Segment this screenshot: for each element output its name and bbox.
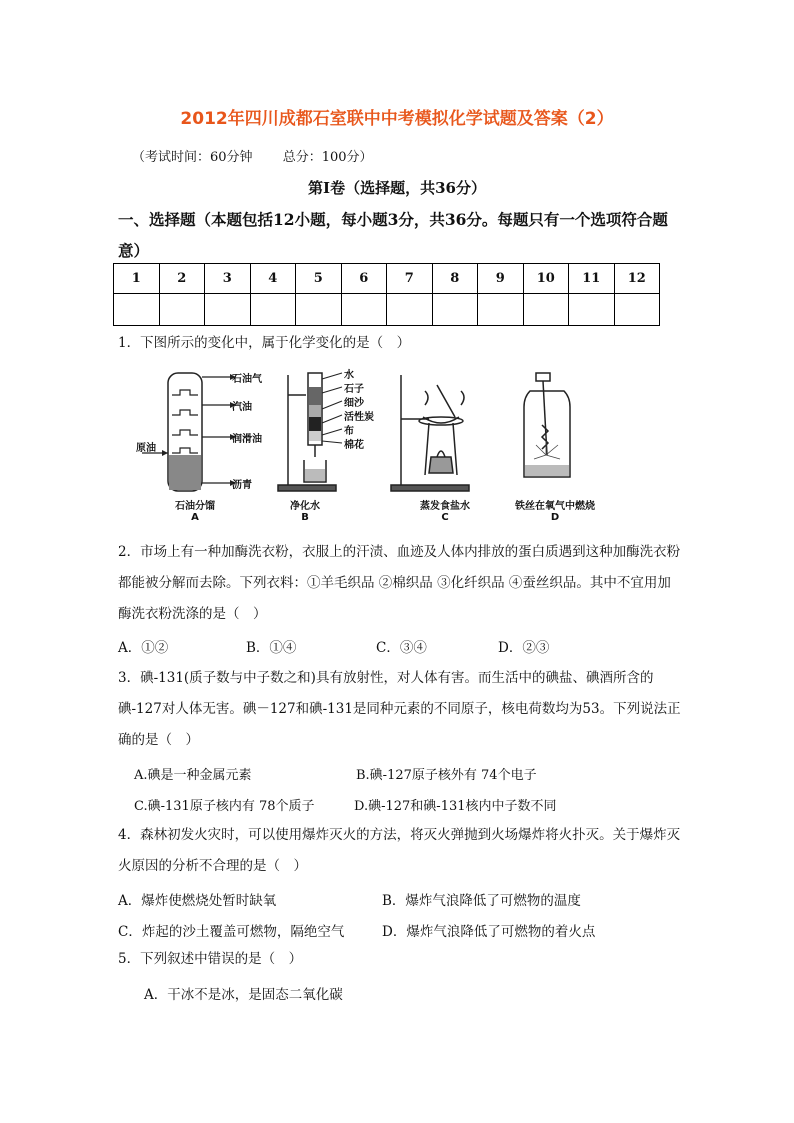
answer-col-5: 5 — [296, 264, 342, 294]
answer-col-2: 2 — [159, 264, 205, 294]
label-water: 水 — [344, 370, 354, 381]
answer-cell[interactable] — [296, 294, 342, 326]
question-5-stem: 5．下列叙述中错误的是（ ） — [118, 951, 303, 967]
figure-c — [385, 365, 495, 530]
answer-cell[interactable] — [569, 294, 615, 326]
answer-cell[interactable] — [523, 294, 569, 326]
exam-score: 总分：100分） — [282, 150, 373, 165]
answer-col-9: 9 — [478, 264, 524, 294]
question-5-option-a[interactable]: A．干冰不是冰，是固态二氧化碳 — [144, 987, 343, 1003]
figure-d-letter: D — [550, 512, 560, 523]
label-crude-oil: 原油 — [136, 443, 156, 454]
answer-cell[interactable] — [250, 294, 296, 326]
label-activated-carbon: 活性炭 — [344, 412, 374, 423]
label-cloth: 布 — [344, 426, 354, 437]
figure-d — [500, 365, 610, 530]
figure-a-caption: 石油分馏 — [175, 501, 215, 512]
answer-col-4: 4 — [250, 264, 296, 294]
figure-a-letter: A — [191, 512, 199, 523]
label-fine-sand: 细沙 — [344, 398, 364, 409]
question-2-option-a[interactable]: A．①② — [118, 640, 169, 656]
label-asphalt: 沥青 — [232, 480, 252, 491]
question-4-option-a[interactable]: A．爆炸使燃烧处暂时缺氧 — [118, 893, 277, 909]
answer-table-header — [114, 264, 660, 294]
answer-col-11: 11 — [569, 264, 615, 294]
answer-col-10: 10 — [523, 264, 569, 294]
question-3-option-c[interactable]: C.碘-131原子核内有 78个质子 — [134, 799, 315, 814]
label-lubricating-oil: 润滑油 — [232, 434, 262, 445]
section-intro: 一、选择题（本题包括12小题，每小题3分，共36分。每题只有一个选项符合题意） — [118, 210, 668, 260]
answer-col-7: 7 — [387, 264, 433, 294]
figure-a — [136, 365, 262, 530]
answer-cell[interactable] — [159, 294, 205, 326]
label-cotton: 棉花 — [344, 440, 364, 451]
label-petroleum-gas: 石油气 — [232, 374, 262, 385]
figure-b-letter: B — [301, 512, 309, 523]
document-title: 2012年四川成都石室联中中考模拟化学试题及答案（2） — [180, 109, 614, 129]
exam-time: （考试时间：60分钟 — [132, 150, 253, 165]
section-title: 第Ⅰ卷（选择题，共36分） — [308, 179, 486, 197]
question-4-option-d[interactable]: D．爆炸气浪降低了可燃物的着火点 — [382, 924, 596, 940]
answer-col-8: 8 — [432, 264, 478, 294]
answer-col-1: 1 — [114, 264, 160, 294]
question-4-option-c[interactable]: C．炸起的沙土覆盖可燃物，隔绝空气 — [118, 924, 345, 940]
question-2-stem: 2．市场上有一种加酶洗衣粉，衣服上的汗渍、血迹及人体内排放的蛋白质遇到这种加酶洗衣粉都能被分解而去除。下列衣料：①羊毛织品 ②棉织品 ③化纤织品 ④蚕丝织品。其中不宜用加酶洗衣粉洗涤的是（ ） — [118, 544, 681, 622]
question-4-stem: 4．森林初发火灾时，可以使用爆炸灭火的方法，将灭火弹抛到火场爆炸将火扑灭。关于爆炸灭火原因的分析不合理的是（ ） — [118, 827, 681, 874]
answer-table-row — [114, 294, 660, 326]
figure-c-letter: C — [441, 512, 449, 523]
answer-col-3: 3 — [205, 264, 251, 294]
figure-b-caption: 净化水 — [290, 501, 320, 512]
figure-d-caption: 铁丝在氧气中燃烧 — [515, 501, 595, 512]
figure-c-caption: 蒸发食盐水 — [420, 501, 470, 512]
figure-b — [270, 365, 380, 530]
answer-col-6: 6 — [341, 264, 387, 294]
answer-cell[interactable] — [614, 294, 660, 326]
answer-col-12: 12 — [614, 264, 660, 294]
question-3-option-d[interactable]: D.碘-127和碘-131核内中子数不同 — [354, 799, 557, 814]
answer-cell[interactable] — [341, 294, 387, 326]
question-3-option-a[interactable]: A.碘是一种金属元素 — [134, 768, 252, 783]
answer-cell[interactable] — [114, 294, 160, 326]
answer-cell[interactable] — [387, 294, 433, 326]
label-pebbles: 石子 — [344, 384, 364, 395]
label-gasoline: 汽油 — [232, 402, 252, 413]
answer-cell[interactable] — [432, 294, 478, 326]
question-2-option-b[interactable]: B．①④ — [246, 640, 297, 656]
answer-table — [113, 263, 660, 326]
question-2-option-c[interactable]: C．③④ — [376, 640, 427, 656]
exam-info — [132, 146, 399, 165]
answer-cell[interactable] — [478, 294, 524, 326]
question-3-option-b[interactable]: B.碘-127原子核外有 74个电子 — [356, 768, 537, 783]
question-1-stem: 1．下图所示的变化中，属于化学变化的是（ ） — [118, 335, 411, 351]
question-3-stem: 3．碘-131(质子数与中子数之和)具有放射性，对人体有害。而生活中的碘盐、碘酒所含的碘-127对人体无害。碘－127和碘-131是同种元素的不同原子，核电荷数均为53。下列说法正确的是（ ） — [118, 670, 681, 748]
question-4-option-b[interactable]: B．爆炸气浪降低了可燃物的温度 — [382, 893, 581, 909]
answer-cell[interactable] — [205, 294, 251, 326]
question-1-figures — [136, 365, 610, 530]
question-2-option-d[interactable]: D．②③ — [498, 640, 550, 656]
